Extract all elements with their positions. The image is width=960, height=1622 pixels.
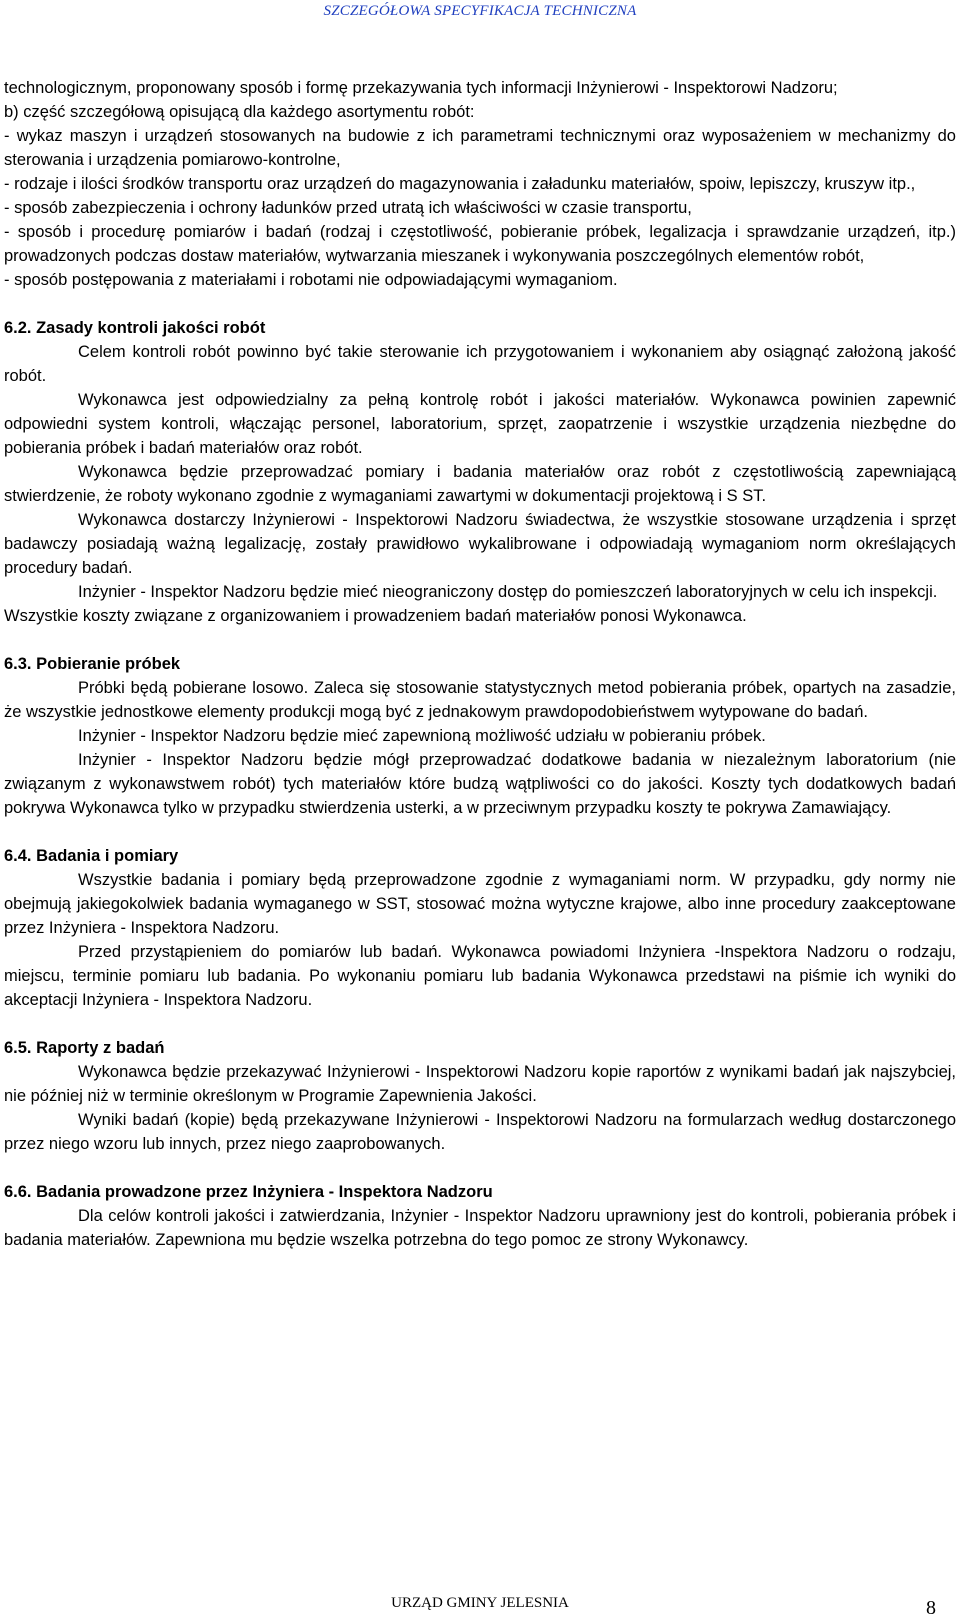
paragraph: Wszystkie koszty związane z organizowaniem i prowadzeniem badań materiałów ponosi Wykonawca.	[4, 607, 747, 625]
intro-paragraph: technologicznym, proponowany sposób i formę przekazywania tych informacji Inżynierowi - Inspektorowi Nadzoru;	[4, 79, 838, 97]
paragraph: Wykonawca będzie przeprowadzać pomiary i badania materiałów oraz robót z częstotliwością zapewniającą stwierdzenie, że roboty wykonano zgodnie z wymaganiami zawartymi w dokumentacji projektową i S ST.	[4, 463, 956, 505]
section-heading-6-4: 6.4. Badania i pomiary	[4, 847, 179, 865]
page-number: 8	[926, 1597, 936, 1619]
document-body	[4, 76, 956, 1252]
section-heading-6-6: 6.6. Badania prowadzone przez Inżyniera - Inspektora Nadzoru	[4, 1183, 493, 1201]
paragraph: Inżynier - Inspektor Nadzoru będzie mieć nieograniczony dostęp do pomieszczeń laboratoryjnych w celu ich inspekcji.	[78, 583, 938, 601]
paragraph: Wszystkie badania i pomiary będą przeprowadzone zgodnie z wymaganiami norm. W przypadku, gdy normy nie obejmują jakiegokolwiek badania wymaganego w SST, stosować można wytyczne krajowe, albo inne procedury zaakceptowane przez Inżyniera - Inspektora Nadzoru.	[4, 871, 956, 937]
section-heading-6-5: 6.5. Raporty z badań	[4, 1039, 165, 1057]
paragraph: Próbki będą pobierane losowo. Zaleca się stosowanie statystycznych metod pobierania próbek, opartych na zasadzie, że wszystkie jednostkowe elementy produkcji mogą być z jednakowym prawdopodobieństwem wytypowane do badań.	[4, 679, 956, 721]
paragraph: Wykonawca dostarczy Inżynierowi - Inspektorowi Nadzoru świadectwa, że wszystkie stosowane urządzenia i sprzęt badawczy posiadają ważną legalizację, zostały prawidłowo wykalibrowane i odpowiadają wymaganiom norm określających procedury badań.	[4, 511, 956, 577]
paragraph: Przed przystąpieniem do pomiarów lub badań. Wykonawca powiadomi Inżyniera -Inspektora Nadzoru o rodzaju, miejscu, terminie pomiaru lub badania. Po wykonaniu pomiaru lub badania Wykonawca przedstawi na piśmie ich wyniki do akceptacji Inżyniera - Inspektora Nadzoru.	[4, 943, 956, 1009]
intro-list-heading: b) część szczegółową opisującą dla każdego asortymentu robót:	[4, 103, 475, 121]
page-header: SZCZEGÓŁOWA SPECYFIKACJA TECHNICZNA	[323, 3, 637, 19]
footer-organization: URZĄD GMINY JELESNIA	[391, 1595, 569, 1611]
paragraph: Inżynier - Inspektor Nadzoru będzie mógł przeprowadzać dodatkowe badania w niezależnym laboratorium (nie związanym z wykonawstwem robót) tych materiałów które budzą wątpliwości co do jakości. Koszty tych dodatkowych badań pokrywa Wykonawca tylko w przypadku stwierdzenia usterki, a w przeciwnym przypadku koszty te pokrywa Zamawiający.	[4, 751, 956, 817]
paragraph: Dla celów kontroli jakości i zatwierdzania, Inżynier - Inspektor Nadzoru uprawniony jest do kontroli, pobierania próbek i badania materiałów. Zapewniona mu będzie wszelka potrzebna do tego pomoc ze strony Wykonawcy.	[4, 1207, 956, 1249]
paragraph: Celem kontroli robót powinno być takie sterowanie ich przygotowaniem i wykonaniem aby osiągnąć założoną jakość robót.	[4, 343, 956, 385]
paragraph: Wykonawca będzie przekazywać Inżynierowi - Inspektorowi Nadzoru kopie raportów z wynikami badań jak najszybciej, nie później niż w terminie określonym w Programie Zapewnienia Jakości.	[4, 1063, 956, 1105]
intro-list-item: - sposób postępowania z materiałami i robotami nie odpowiadającymi wymaganiom.	[4, 271, 618, 289]
intro-list-item: - rodzaje i ilości środków transportu oraz urządzeń do magazynowania i załadunku materiałów, spoiw, lepiszczy, kruszyw itp.,	[4, 175, 916, 193]
paragraph: Inżynier - Inspektor Nadzoru będzie mieć zapewnioną możliwość udziału w pobieraniu próbek.	[78, 727, 766, 745]
paragraph: Wykonawca jest odpowiedzialny za pełną kontrolę robót i jakości materiałów. Wykonawca powinien zapewnić odpowiedni system kontroli, włączając personel, laboratorium, sprzęt, zaopatrzenie i wszystkie urządzenia niezbędne do pobierania próbek i badań materiałów oraz robót.	[4, 391, 956, 457]
intro-list-item: - sposób i procedurę pomiarów i badań (rodzaj i częstotliwość, pobieranie próbek, legalizacja i sprawdzanie urządzeń, itp.) prowadzonych podczas dostaw materiałów, wytwarzania mieszanek i wykonywania poszczególnych elementów robót,	[4, 223, 956, 265]
section-heading-6-3: 6.3. Pobieranie próbek	[4, 655, 181, 673]
intro-list-item: - wykaz maszyn i urządzeń stosowanych na budowie z ich parametrami technicznymi oraz wyposażeniem w mechanizmy do sterowania i urządzenia pomiarowo-kontrolne,	[4, 127, 956, 169]
paragraph: Wyniki badań (kopie) będą przekazywane Inżynierowi - Inspektorowi Nadzoru na formularzach według dostarczonego przez niego wzoru lub innych, przez niego zaaprobowanych.	[4, 1111, 956, 1153]
section-heading-6-2: 6.2. Zasady kontroli jakości robót	[4, 319, 266, 337]
intro-list-item: - sposób zabezpieczenia i ochrony ładunków przed utratą ich właściwości w czasie transportu,	[4, 199, 692, 217]
